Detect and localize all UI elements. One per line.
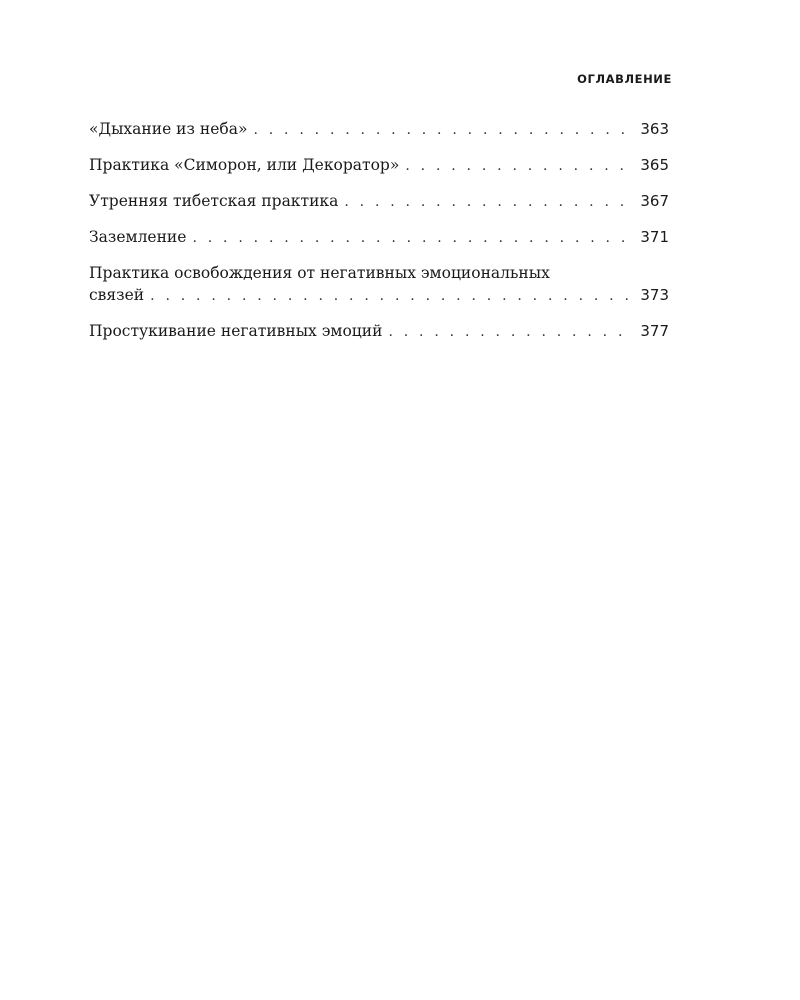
toc-entry-page: 367 bbox=[640, 192, 669, 210]
toc-entry-title: Утренняя тибетская практика bbox=[89, 192, 339, 210]
toc-entry-title: Заземление bbox=[89, 228, 187, 246]
dot-leader bbox=[405, 155, 634, 177]
toc-entry-page: 365 bbox=[640, 156, 669, 174]
toc-entry-page: 371 bbox=[640, 228, 669, 246]
running-header: ОГЛАВЛЕНИЕ bbox=[577, 72, 672, 86]
toc-entry bbox=[89, 262, 669, 306]
dot-leader bbox=[388, 321, 634, 343]
dot-leader bbox=[253, 119, 634, 141]
dot-leader bbox=[192, 227, 634, 249]
toc-entry-page: 373 bbox=[640, 286, 669, 304]
toc-entry-title-line2: связей bbox=[89, 286, 145, 304]
table-of-contents bbox=[89, 118, 669, 342]
toc-entry-title-line1: Практика освобождения от негативных эмоциональных bbox=[89, 264, 550, 282]
toc-entry-page: 363 bbox=[640, 120, 669, 138]
toc-entry-title: «Дыхание из неба» bbox=[89, 120, 248, 138]
toc-entry bbox=[89, 154, 669, 176]
toc-entry bbox=[89, 226, 669, 248]
toc-entry-page: 377 bbox=[640, 322, 669, 340]
toc-entry-title: Практика «Симорон, или Декоратор» bbox=[89, 156, 400, 174]
toc-entry bbox=[89, 190, 669, 212]
dot-leader bbox=[344, 191, 634, 213]
toc-entry bbox=[89, 320, 669, 342]
dot-leader bbox=[150, 285, 634, 307]
toc-entry-title: Простукивание негативных эмоций bbox=[89, 322, 383, 340]
toc-entry bbox=[89, 118, 669, 140]
